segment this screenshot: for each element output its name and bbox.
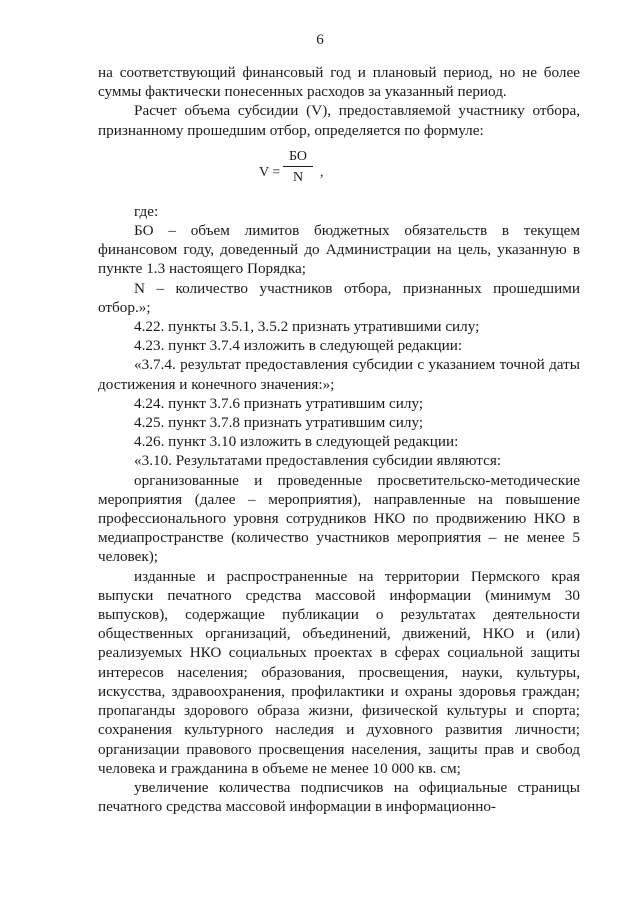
formula-fraction bbox=[283, 148, 313, 186]
paragraph-continuation: на соответствующий финансовый год и плановый период, но не более суммы фактически понесенных расходов за указанный период. bbox=[98, 64, 580, 101]
paragraph-item-4-26: 4.26. пункт 3.10 изложить в следующей редакции: bbox=[134, 433, 459, 451]
paragraph-item-4-23: 4.23. пункт 3.7.4 изложить в следующей редакции: bbox=[134, 337, 463, 355]
paragraph-item-3-10: «3.10. Результатами предоставления субсидии являются: bbox=[134, 452, 502, 470]
formula-lhs: V = bbox=[259, 164, 281, 180]
paragraph-n-definition: N – количество участников отбора, признанных прошедшими отбор.»; bbox=[98, 279, 580, 316]
paragraph-result-publications: изданные и распространенные на территории Пермского края выпуски печатного средства массовой информации (минимум 30 выпусков), содержащие публикации о результатах деятельности общественных организаций, объединений, движений, НКО и (или) реализуемых НКО социальных проектах в сферах социальной защиты интересов населения; образования, просвещения, науки, культуры, искусства, здравоохранения, профилактики и охраны здоровья граждан; пропаганды здорового образа жизни, физической культуры и спорта; сохранения культурного наследия и духовного развития личности; организации правового просвещения населения, защиты прав и свобод человека и гражданина в объеме не менее 10 000 кв. см; bbox=[98, 567, 580, 777]
paragraph-result-subscribers: увеличение количества подписчиков на официальные страницы печатного средства массовой информации в информационно- bbox=[98, 778, 580, 816]
paragraph-item-4-22: 4.22. пункты 3.5.1, 3.5.2 признать утратившими силу; bbox=[134, 318, 480, 336]
formula-fraction-bar bbox=[283, 166, 313, 167]
formula-numerator: БО bbox=[288, 148, 308, 164]
paragraph-calculation-intro: Расчет объема субсидии (V), предоставляемой участнику отбора, признанному прошедшим отбор, определяется по формуле: bbox=[98, 102, 580, 139]
page-number: 6 bbox=[316, 32, 324, 48]
paragraph-result-events: организованные и проведенные просветительско-методические мероприятия (далее – мероприятия), направленные на повышение профессионального уровня сотрудников НКО по продвижению НКО в медиапространстве (количество участников мероприятия – не менее 5 человек); bbox=[98, 471, 580, 566]
paragraph-item-3-7-4: «3.7.4. результат предоставления субсидии с указанием точной даты достижения и конечного значения:»; bbox=[98, 356, 580, 393]
paragraph-bo-definition: БО – объем лимитов бюджетных обязательств в текущем финансовом году, доведенный до Администрации на цель, указанную в пункте 1.3 настоящего Порядка; bbox=[98, 222, 580, 278]
paragraph-item-4-24: 4.24. пункт 3.7.6 признать утратившим силу; bbox=[134, 394, 424, 412]
formula-trailing-comma: , bbox=[320, 164, 324, 180]
formula-denominator: N bbox=[292, 169, 304, 185]
document-body bbox=[98, 63, 580, 816]
paragraph-where: где: bbox=[134, 202, 159, 220]
subsidy-formula bbox=[98, 148, 580, 198]
paragraph-item-4-25: 4.25. пункт 3.7.8 признать утратившим силу; bbox=[134, 414, 424, 432]
